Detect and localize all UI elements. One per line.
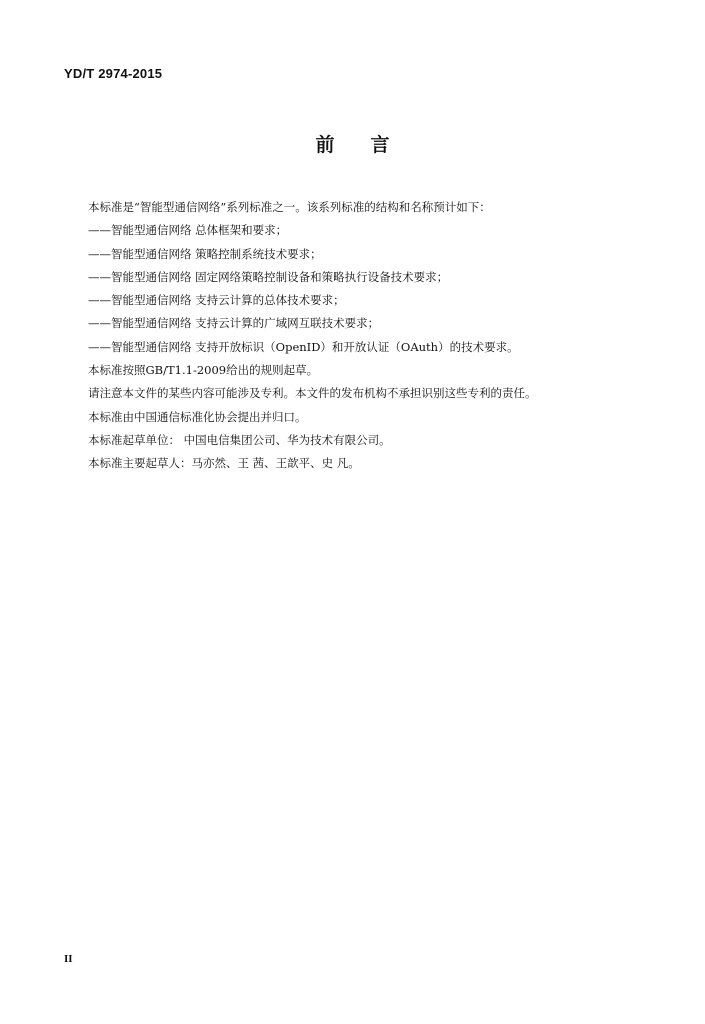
paragraph-intro: 本标准是“智能型通信网络”系列标准之一。该系列标准的结构和名称预计如下： <box>88 200 491 214</box>
list-item-part4: ——智能型通信网络 支持云计算的总体技术要求； <box>88 293 345 308</box>
list-item-part3: ——智能型通信网络 固定网络策略控制设备和策略执行设备技术要求； <box>88 269 449 284</box>
list-item-part1: ——智能型通信网络 总体框架和要求； <box>88 223 288 238</box>
list-item-part6: ——智能型通信网络 支持开放标识（OpenID）和开放认证（OAuth）的技术要求。 <box>88 339 519 354</box>
paragraph-drafting-units: 本标准起草单位： 中国电信集团公司、华为技术有限公司。 <box>88 432 391 447</box>
page-number: II <box>64 953 73 965</box>
paragraph-drafting-rules: 本标准按照GB/T1.1-2009给出的规则起草。 <box>88 363 319 378</box>
page-title: 前言 <box>315 134 426 156</box>
paragraph-patent-notice: 请注意本文件的某些内容可能涉及专利。本文件的发布机构不承担识别这些专利的责任。 <box>88 386 537 401</box>
paragraph-drafters: 本标准主要起草人：马亦然、王 茜、王歆平、史 凡。 <box>88 456 360 471</box>
list-item-part5: ——智能型通信网络 支持云计算的广域网互联技术要求； <box>88 316 380 331</box>
standard-code: YD/T 2974-2015 <box>64 66 163 81</box>
foreword-body <box>88 196 648 476</box>
list-item-part2: ——智能型通信网络 策略控制系统技术要求； <box>88 246 322 261</box>
paragraph-proposer: 本标准由中国通信标准化协会提出并归口。 <box>88 409 307 424</box>
